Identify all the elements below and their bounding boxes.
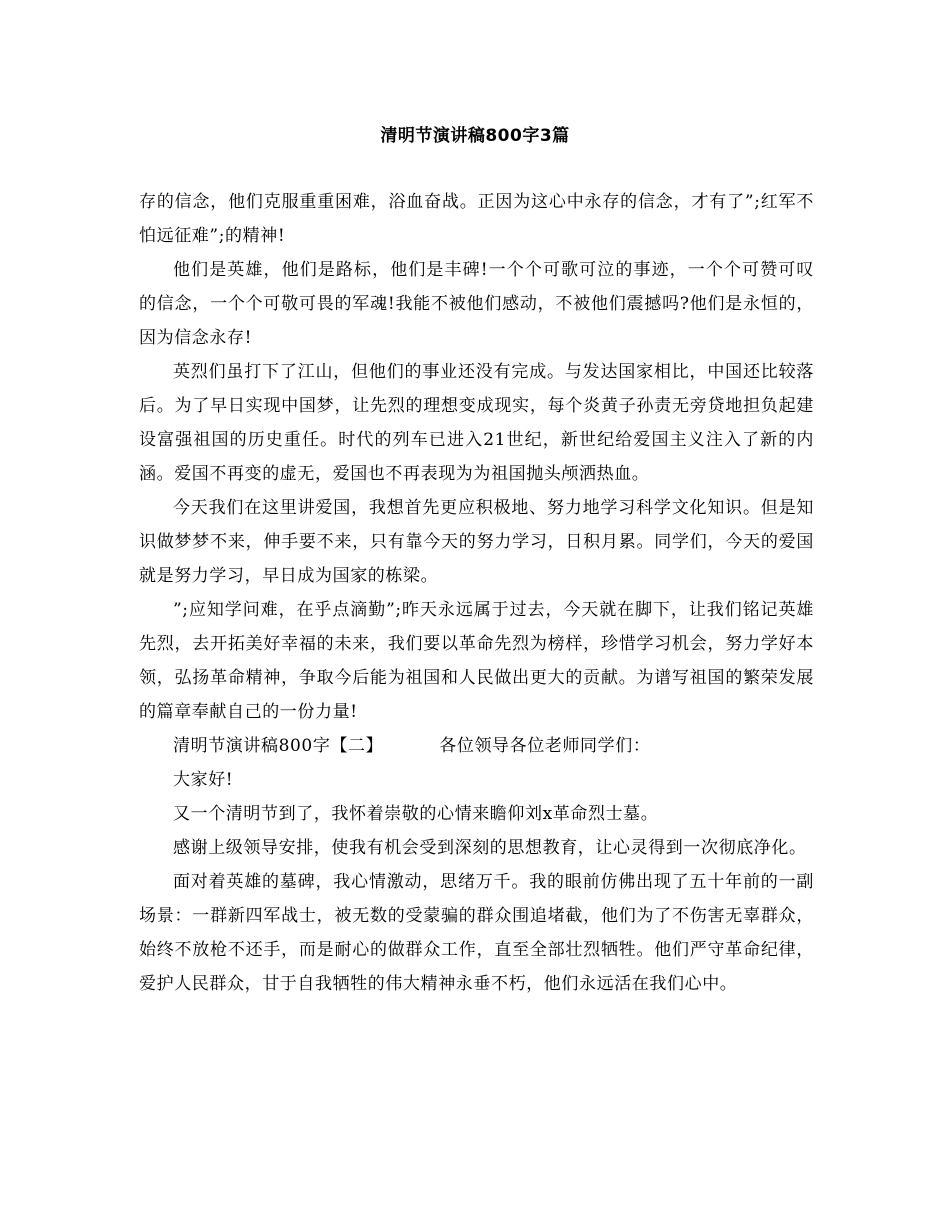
section-heading: 清明节演讲稿800字【二】 <box>173 736 384 756</box>
paragraph: 英烈们虽打下了江山，但他们的事业还没有完成。与发达国家相比，中国还比较落后。为了早日实现中国梦，让先烈的理想变成现实，每个炎黄子孙责无旁贷地担负起建设富强祖国的历史重任。时代的列车已进入21世纪，新世纪给爱国主义注入了新的内涵。爱国不再变的虚无，爱国也不再表现为为祖国抛头颅洒热血。 <box>139 362 814 484</box>
paragraph: 今天我们在这里讲爱国，我想首先更应积极地、努力地学习科学文化知识。但是知识做梦梦不来，伸手要不来，只有靠今天的努力学习，日积月累。同学们，今天的爱国就是努力学习，早日成为国家的栋梁。 <box>139 498 814 586</box>
section-heading-line <box>139 729 814 763</box>
salutation: 各位领导各位老师同学们： <box>439 736 651 756</box>
document-body <box>139 185 814 1001</box>
paragraph: ”;应知学问难，在乎点滴勤”;昨天永远属于过去，今天就在脚下，让我们铭记英雄先烈，去开拓美好幸福的未来，我们要以革命先烈为榜样，珍惜学习机会，努力学好本领，弘扬革命精神，争取今后能为祖国和人民做出更大的贡献。为谱写祖国的繁荣发展的篇章奉献自己的一份力量! <box>139 600 814 722</box>
paragraph-continuation: 存的信念，他们克服重重困难，浴血奋战。正因为这心中永存的信念，才有了”;红军不怕远征难”;的精神! <box>139 192 814 246</box>
greeting: 大家好! <box>173 770 234 790</box>
paragraph: 又一个清明节到了，我怀着崇敬的心情来瞻仰刘x革命烈士墓。 <box>173 804 659 824</box>
paragraph: 他们是英雄，他们是路标，他们是丰碑!一个个可歌可泣的事迹，一个个可赞可叹的信念，一个个可敬可畏的军魂!我能不被他们感动，不被他们震撼吗?他们是永恒的，因为信念永存! <box>139 260 814 348</box>
document-title: 清明节演讲稿800字3篇 <box>380 126 570 146</box>
paragraph: 面对着英雄的墓碑，我心情激动，思绪万千。我的眼前仿佛出现了五十年前的一副场景：一群新四军战士，被无数的受蒙骗的群众围追堵截，他们为了不伤害无辜群众，始终不放枪不还手，而是耐心的做群众工作，直至全部壮烈牺牲。他们严守革命纪律，爱护人民群众，甘于自我牺牲的伟大精神永垂不朽，他们永远活在我们心中。 <box>139 872 814 994</box>
paragraph: 感谢上级领导安排，使我有机会受到深刻的思想教育，让心灵得到一次彻底净化。 <box>173 838 807 858</box>
